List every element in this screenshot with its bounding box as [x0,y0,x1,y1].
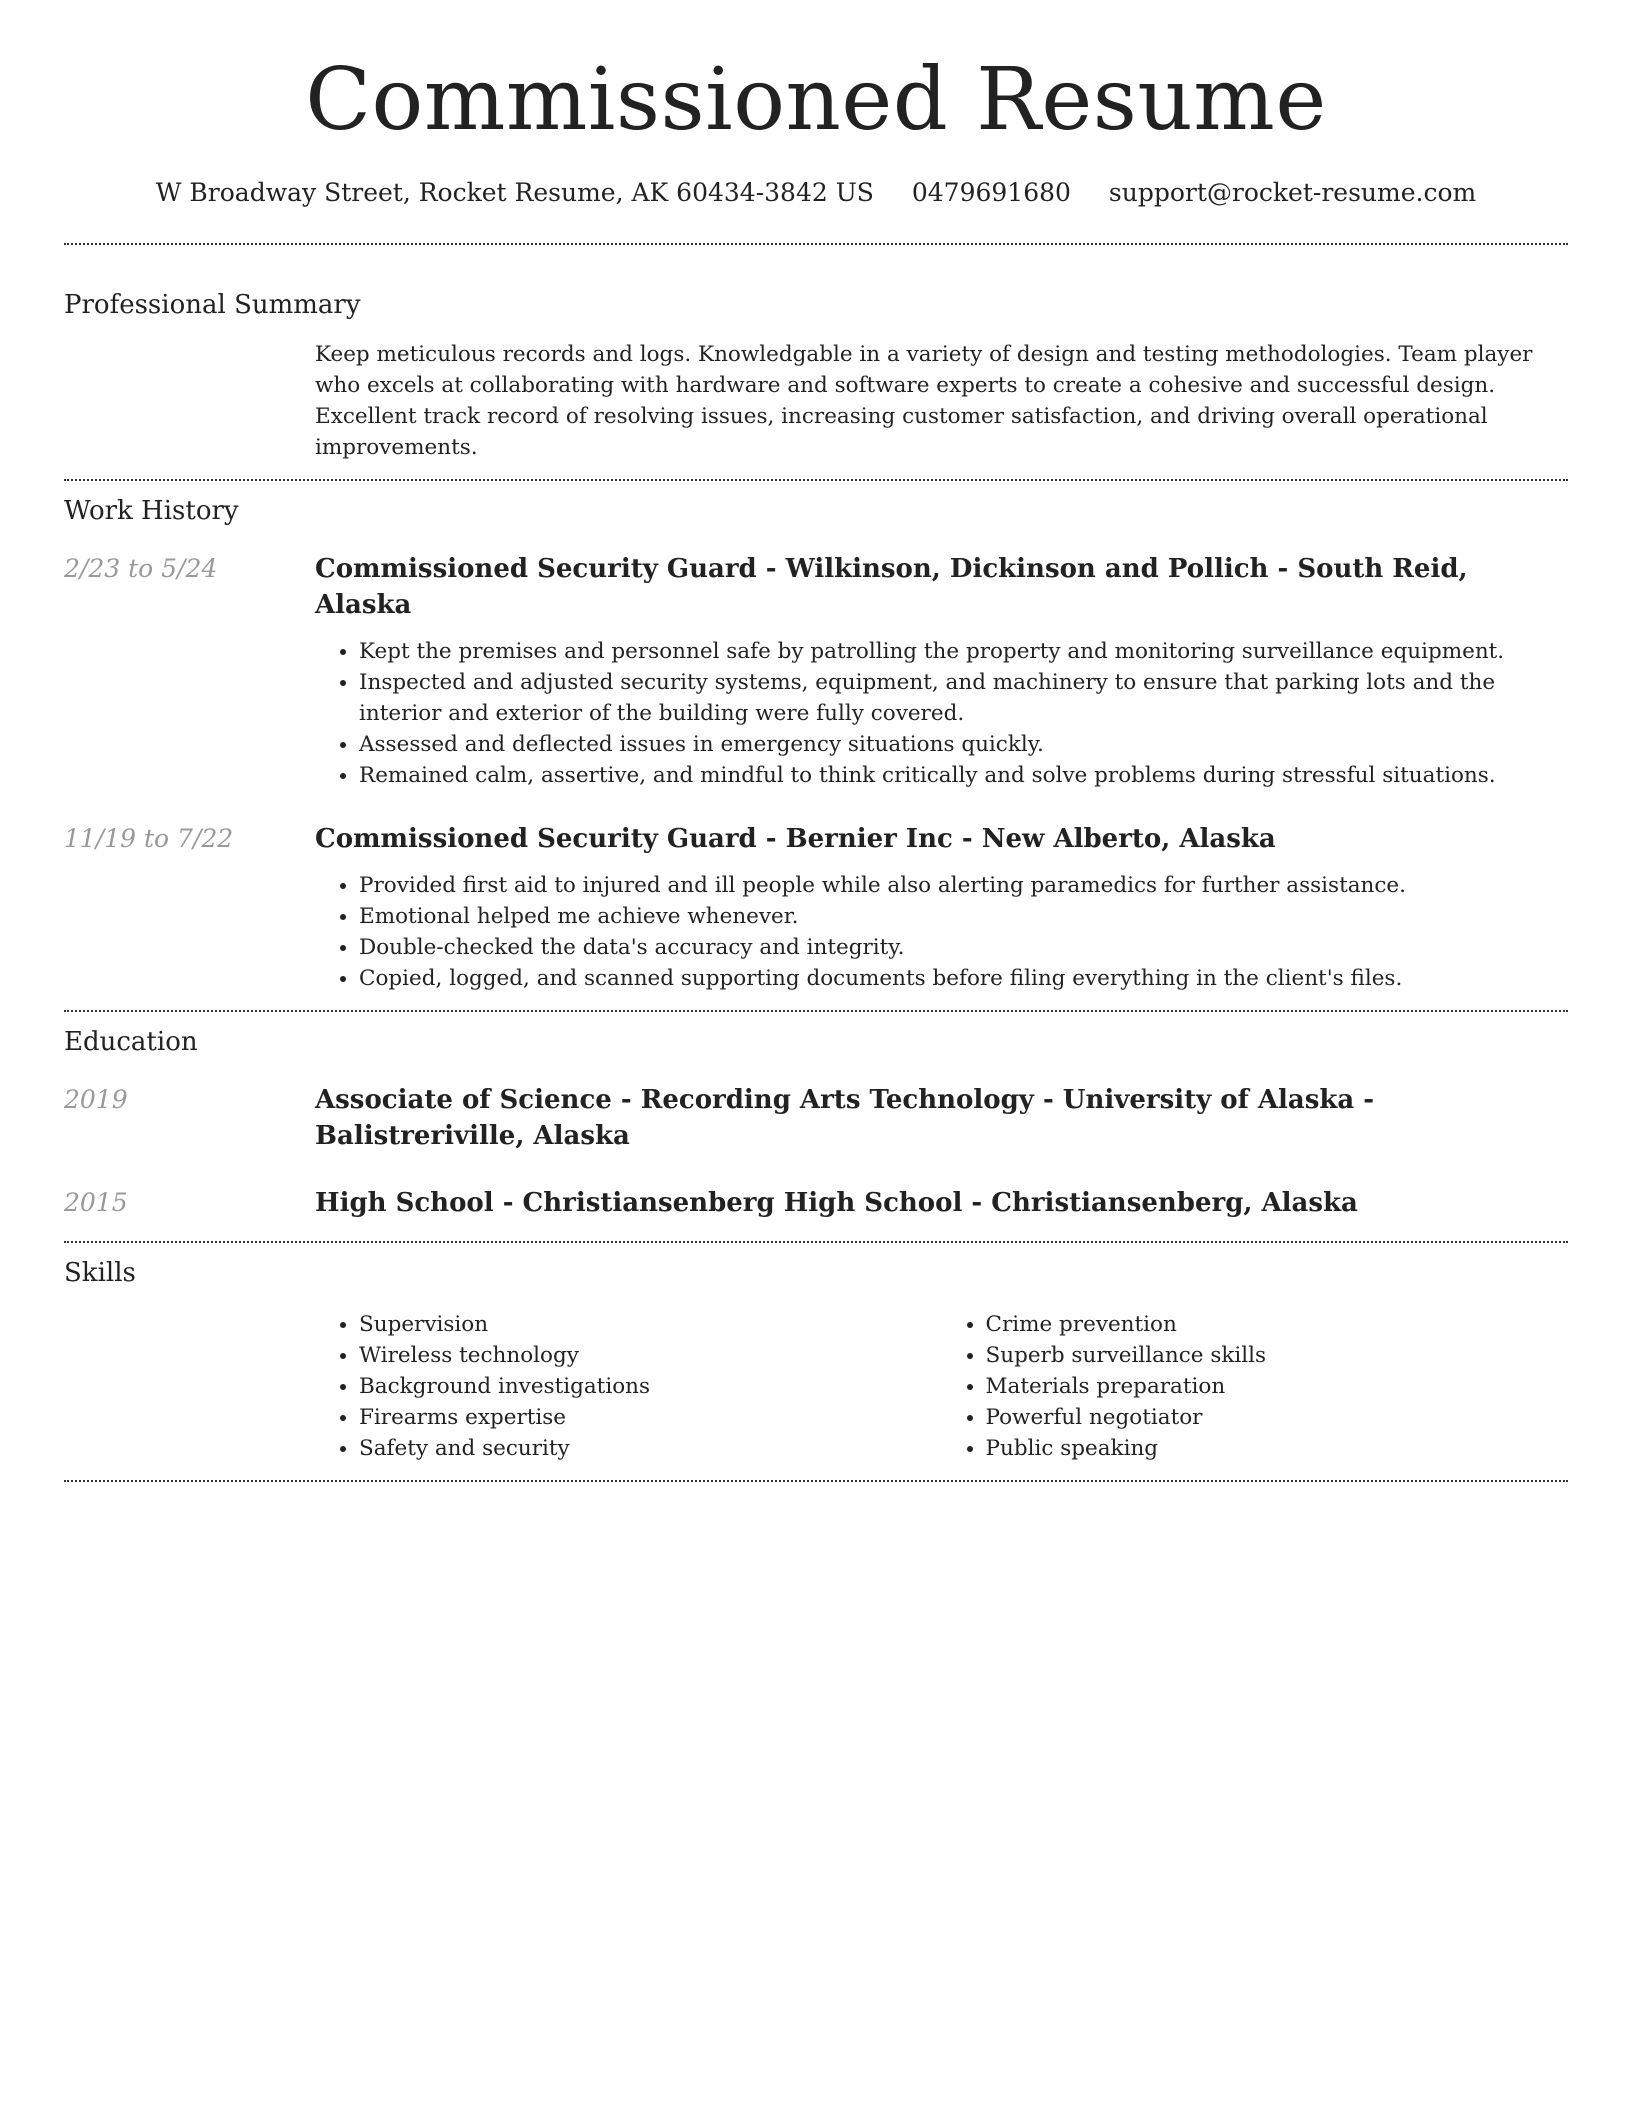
education-entry [64,1185,1568,1221]
work-section [64,481,1568,994]
job-bullets [315,636,1568,791]
skill-item: • Safety and security [359,1433,942,1464]
education-year: 2019 [64,1085,128,1114]
education-section [64,1012,1568,1221]
job-bullet: • Double-checked the data's accuracy and integrity. [359,932,1568,963]
skills-list-right [942,1309,1569,1464]
job-title: Commissioned Security Guard - Bernier Inc - New Alberto, Alaska [315,824,1276,854]
skill-item: • Powerful negotiator [986,1402,1569,1433]
section-title-work: Work History [64,496,239,526]
skill-item: • Public speaking [986,1433,1569,1464]
job-bullet: • Inspected and adjusted security systems, equipment, and machinery to ensure that parking lots and the interior and exterior of the building were fully covered. [359,667,1568,729]
job-dates: 2/23 to 5/24 [64,554,218,583]
skill-item: • Background investigations [359,1371,942,1402]
resume-name: Commissioned Resume [305,50,1327,150]
job-bullet: • Assessed and deflected issues in emergency situations quickly. [359,729,1568,760]
skills-list-left [315,1309,942,1464]
skill-item: • Firearms expertise [359,1402,942,1433]
job-bullet: • Copied, logged, and scanned supporting documents before filing everything in the client's files. [359,963,1568,994]
skill-item: • Superb surveillance skills [986,1340,1569,1371]
divider [64,1480,1568,1482]
education-text: High School - Christiansenberg High School - Christiansenberg, Alaska [315,1188,1358,1218]
summary-section [64,245,1568,463]
section-title-education: Education [64,1027,198,1057]
education-year: 2015 [64,1188,128,1217]
skill-item: • Wireless technology [359,1340,942,1371]
skill-item: • Materials preparation [986,1371,1569,1402]
contact-address: W Broadway Street, Rocket Resume, AK 60434-3842 US [155,178,874,207]
job-title: Commissioned Security Guard - Wilkinson, Dickinson and Pollich - South Reid, Alaska [315,554,1468,620]
skill-item: • Supervision [359,1309,942,1340]
contact-email: support@rocket-resume.com [1108,178,1477,207]
education-text: Associate of Science - Recording Arts Technology - University of Alaska - Balistreriville, Alaska [315,1085,1375,1151]
contact-phone: 0479691680 [911,178,1071,207]
job-entry [64,551,1568,791]
job-bullet: • Remained calm, assertive, and mindful to think critically and solve problems during stressful situations. [359,760,1568,791]
job-bullet: • Emotional helped me achieve whenever. [359,901,1568,932]
contact-line [64,176,1568,210]
skill-item: • Crime prevention [986,1309,1569,1340]
resume-page [64,0,1568,1482]
job-dates: 11/19 to 7/22 [64,824,234,853]
section-title-skills: Skills [64,1258,136,1288]
job-bullet: • Provided first aid to injured and ill people while also alerting paramedics for further assistance. [359,870,1568,901]
job-bullet: • Kept the premises and personnel safe by patrolling the property and monitoring surveillance equipment. [359,636,1568,667]
summary-text: Keep meticulous records and logs. Knowledgable in a variety of design and testing methodologies. Team player who excels at collaborating with hardware and software experts to create a cohesive and successful design. Excellent track record of resolving issues, increasing customer satisfaction, and driving overall operational improvements. [315,342,1533,460]
section-title-summary: Professional Summary [64,290,361,320]
job-entry [64,821,1568,994]
education-entry [64,1082,1568,1154]
job-bullets [315,870,1568,994]
skills-section [64,1243,1568,1464]
